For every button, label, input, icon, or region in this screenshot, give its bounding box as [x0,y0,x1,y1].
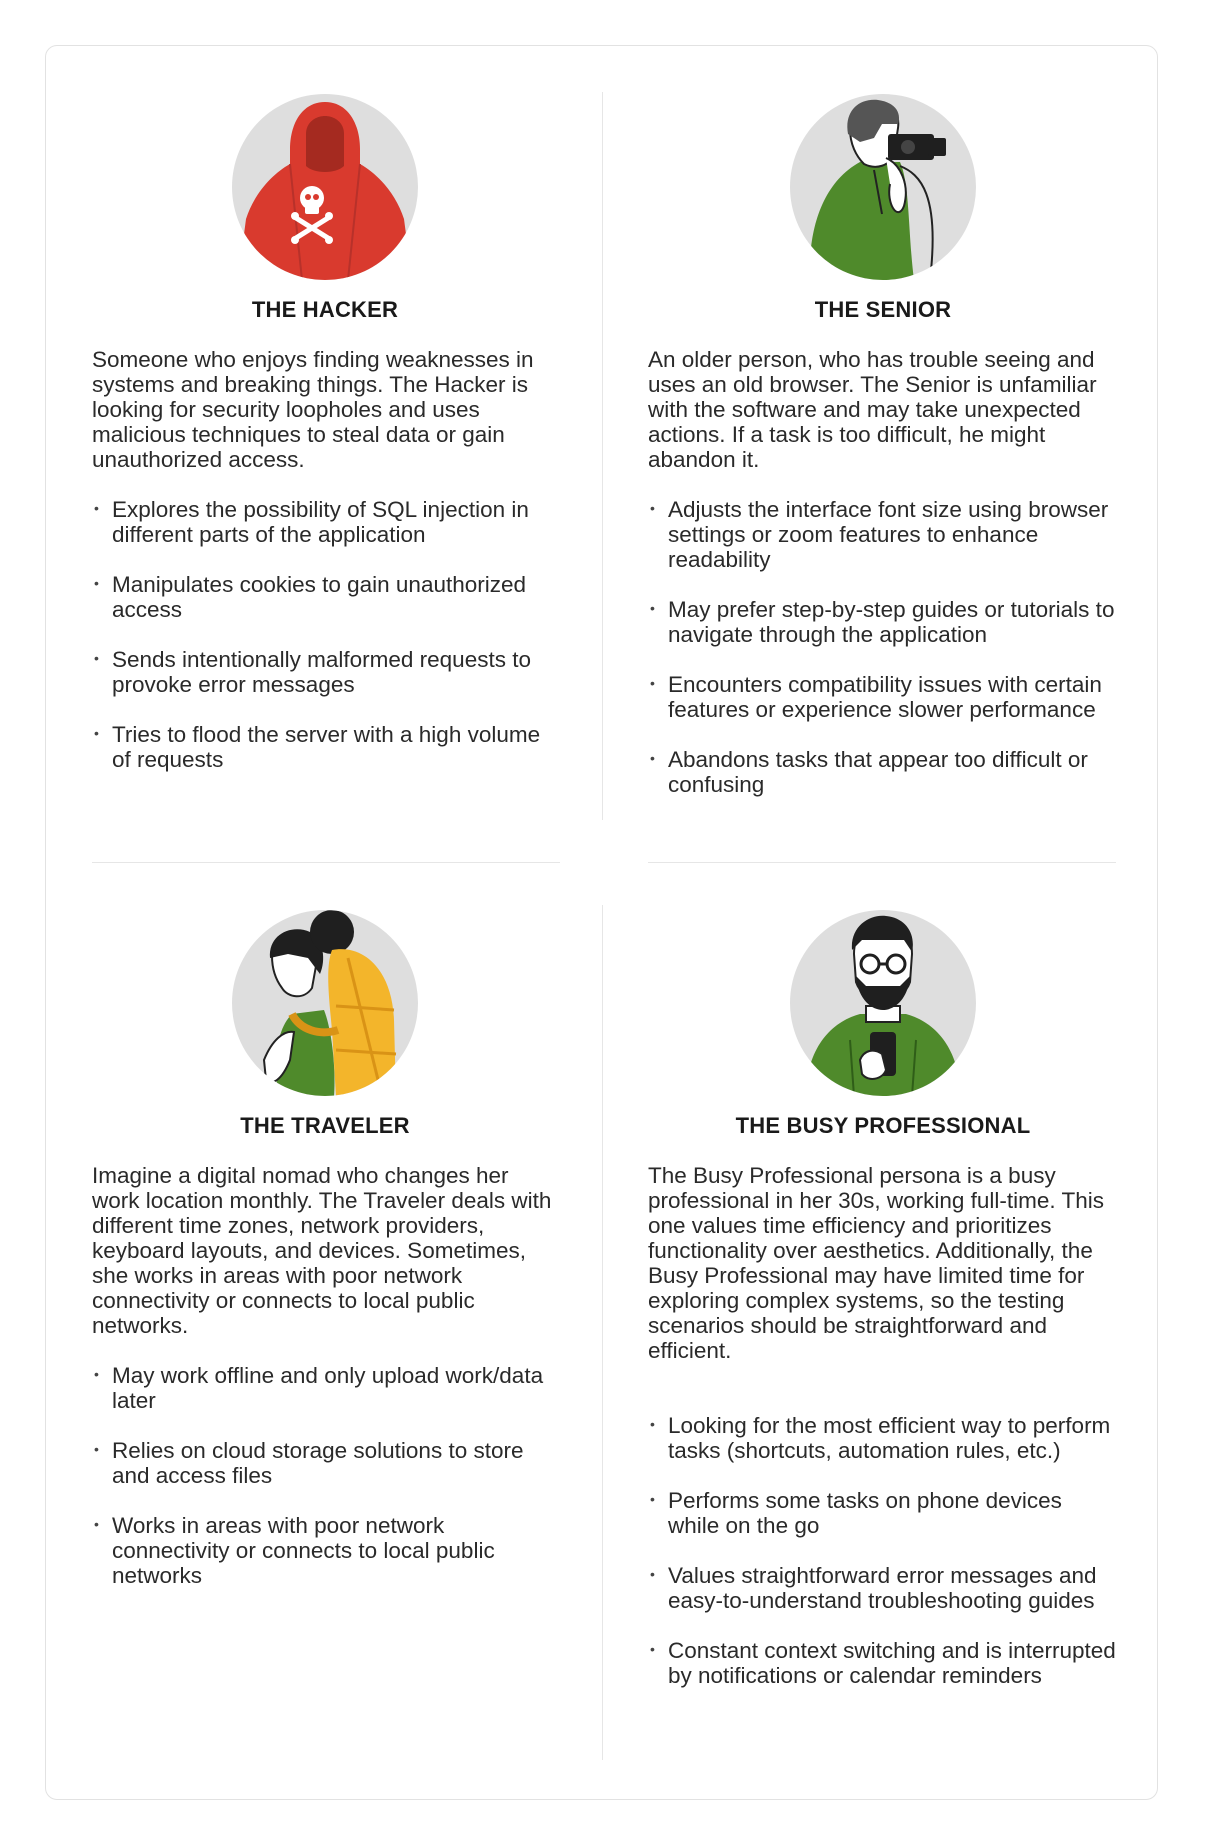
traveler-backpack-icon [232,910,418,1096]
busy-professional-title: THE BUSY PROFESSIONAL [735,1113,1031,1138]
senior-photographer-camera-icon [790,94,976,280]
hacker-bullet-list [92,497,562,797]
list-item: • May prefer step-by-step guides or tutorials to navigate through the application [648,597,1118,647]
list-item: • Sends intentionally malformed requests to provoke error messages [92,647,562,697]
busy-professional-phone-icon [790,910,976,1096]
traveler-description: Imagine a digital nomad who changes her work location monthly. The Traveler deals with different time zones, network providers, keyboard layouts, and devices. Sometimes, she works in areas with poor network connectivity or connects to local public networks. [92,1163,552,1338]
list-item: • Encounters compatibility issues with certain features or experience slower performance [648,672,1118,722]
list-item: • Tries to flood the server with a high volume of requests [92,722,562,772]
hacker-description: Someone who enjoys finding weaknesses in systems and breaking things. The Hacker is looking for security loopholes and uses malicious techniques to steal data or gain unauthorized access. [92,347,534,472]
list-item: • Adjusts the interface font size using browser settings or zoom features to enhance readability [648,497,1118,572]
list-item: • Constant context switching and is interrupted by notifications or calendar reminders [648,1638,1118,1688]
list-item: • Relies on cloud storage solutions to store and access files [92,1438,562,1488]
senior-bullet-list [648,497,1118,822]
list-item: • Explores the possibility of SQL injection in different parts of the application [92,497,562,547]
hacker-hoodie-skull-icon [232,94,418,280]
horizontal-divider-left [92,862,560,863]
list-item: • Manipulates cookies to gain unauthorized access [92,572,562,622]
hacker-title: THE HACKER [251,297,399,322]
senior-description: An older person, who has trouble seeing and uses an old browser. The Senior is unfamiliar with the software and may take unexpected actions. If a task is too difficult, he might abandon it. [648,347,1097,472]
list-item: • Abandons tasks that appear too difficult or confusing [648,747,1118,797]
traveler-title: THE TRAVELER [240,1113,410,1138]
horizontal-divider-right [648,862,1116,863]
list-item: • May work offline and only upload work/data later [92,1363,562,1413]
vertical-divider-bottom [602,905,603,1760]
list-item: • Looking for the most efficient way to perform tasks (shortcuts, automation rules, etc.) [648,1413,1118,1463]
senior-title: THE SENIOR [814,297,952,322]
list-item: • Works in areas with poor network connectivity or connects to local public networks [92,1513,562,1588]
list-item: • Values straightforward error messages and easy-to-understand troubleshooting guides [648,1563,1118,1613]
busy-professional-bullet-list [648,1413,1118,1713]
busy-professional-description: The Busy Professional persona is a busy professional in her 30s, working full-time. This one values time efficiency and prioritizes functionality over aesthetics. Additionally, the Busy Professional may have limited time for exploring complex systems, so the testing scenarios should be straightforward and efficient. [648,1163,1105,1363]
traveler-bullet-list [92,1363,562,1613]
vertical-divider-top [602,92,603,820]
list-item: • Performs some tasks on phone devices while on the go [648,1488,1118,1538]
